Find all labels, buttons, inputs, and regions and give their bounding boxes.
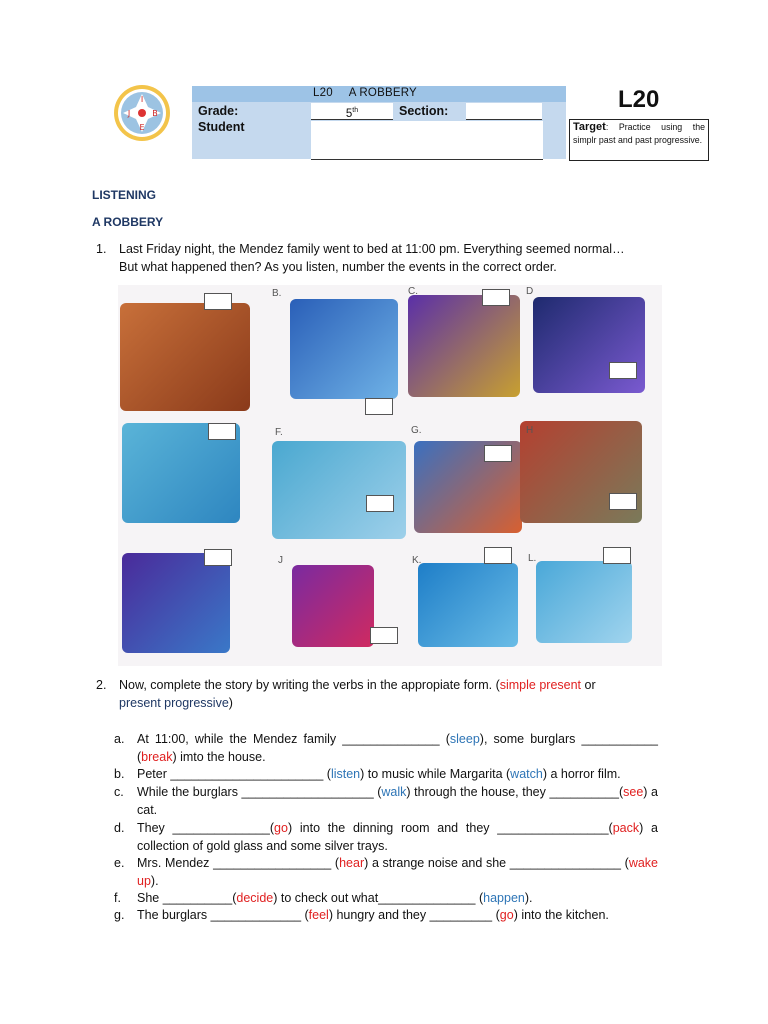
item-text: While the burglars ___________________ ( [137, 785, 382, 799]
grade-suffix: th [352, 107, 359, 114]
item-text: They ______________( [137, 821, 275, 835]
item-text: ) a collection of gold glass and some silver trays. [137, 821, 658, 853]
grade-field[interactable] [311, 103, 393, 120]
picture-panel [418, 563, 518, 647]
picture-panel [120, 303, 250, 411]
tense-option-2: present progressive [119, 695, 229, 710]
logo-letter: B [152, 109, 158, 118]
item-text: ) a strange noise and she ________________ ( [364, 856, 629, 870]
item-text: ) imto the house. [172, 749, 266, 764]
order-box[interactable] [204, 549, 232, 566]
picture-panel [290, 299, 398, 399]
item-text: At 11:00, while the Mendez family ______________ ( [137, 732, 450, 746]
verb-sleep: sleep [449, 732, 480, 746]
item-key: d. [114, 821, 125, 835]
verb-go: go [274, 821, 288, 835]
order-box[interactable] [482, 289, 510, 306]
item-key: c. [114, 785, 124, 799]
picture-panel [272, 441, 406, 539]
verb-feel: feel [308, 908, 329, 922]
order-box[interactable] [365, 398, 393, 415]
question-2-text [119, 677, 659, 712]
item-text: ). [150, 873, 159, 888]
item-text: ), some burglars ___________ ( [137, 732, 658, 764]
tense-option-1: simple present [499, 678, 582, 692]
order-box[interactable] [208, 423, 236, 440]
exercise-item-b[interactable] [114, 766, 658, 784]
order-box[interactable] [366, 495, 394, 512]
item-text: Mrs. Mendez _________________ ( [137, 856, 340, 870]
verb-go: go [499, 908, 514, 922]
section-label: Section: [399, 104, 449, 118]
item-key: a. [114, 732, 125, 746]
picture-label: K. [412, 555, 422, 566]
exercise-item-a[interactable] [114, 731, 658, 766]
student-field[interactable] [311, 121, 543, 160]
item-text: She __________( [137, 891, 237, 905]
item-text: ) a cat. [137, 785, 658, 817]
picture-label: B. [272, 288, 282, 299]
picture-label: H [526, 425, 534, 436]
exercise-item-d[interactable] [114, 820, 658, 855]
exercise-item-g[interactable] [114, 907, 658, 925]
question-2-instruction: Now, complete the story by writing the verbs in the appropiate form. ( [119, 678, 500, 692]
school-logo [113, 84, 171, 142]
verb-decide: decide [236, 891, 274, 905]
order-box[interactable] [484, 445, 512, 462]
header-title [313, 87, 433, 99]
story-pictures [118, 285, 662, 666]
target-text: : Practice using the simplr past and past progressive. [573, 122, 705, 145]
order-box[interactable] [484, 547, 512, 564]
item-key: f. [114, 891, 121, 905]
section-heading: LISTENING [92, 188, 157, 202]
item-text: The burglars _____________ ( [137, 908, 309, 922]
logo-letter: J [127, 109, 131, 118]
picture-panel [408, 295, 520, 397]
picture-panel [122, 553, 230, 653]
exercise-item-e[interactable] [114, 855, 658, 890]
item-text: ) a horror film. [542, 767, 621, 781]
verb-listen: listen [330, 767, 361, 781]
sub-heading: A ROBBERY [92, 215, 164, 229]
item-text: ) into the dinning room and they ________________( [287, 821, 613, 835]
question-2-or: or [581, 678, 596, 692]
item-key: b. [114, 767, 125, 781]
item-text: ) to music while Margarita ( [360, 767, 511, 781]
picture-label: L. [528, 553, 537, 564]
question-2-number: 2. [96, 678, 107, 692]
question-1-line2: But what happened then? As you listen, number the events in the correct order. [119, 259, 557, 274]
picture-label: C. [408, 286, 418, 297]
picture-label: F. [275, 427, 283, 438]
item-key: e. [114, 856, 125, 870]
verb-pack: pack [612, 821, 640, 835]
item-text: ) through the house, they __________( [406, 785, 624, 799]
grade-label: Grade: [198, 104, 239, 118]
item-text: ). [524, 891, 533, 905]
lesson-code: L20 [313, 87, 333, 99]
logo-letter: I [140, 95, 144, 104]
item-text: ) hungry and they _________ ( [328, 908, 500, 922]
item-text: ) to check out what______________ ( [273, 891, 484, 905]
target-label: Target [573, 121, 606, 133]
lesson-title: A ROBBERY [348, 87, 417, 99]
picture-label: G. [411, 425, 422, 436]
exercise-item-f[interactable] [114, 890, 658, 908]
question-1-line1: Last Friday night, the Mendez family went to bed at 11:00 pm. Everything seemed normal… [119, 242, 625, 256]
order-box[interactable] [370, 627, 398, 644]
item-key: g. [114, 908, 125, 922]
exercise-item-c[interactable] [114, 784, 658, 819]
section-field[interactable] [466, 103, 542, 120]
picture-panel [536, 561, 632, 643]
verb-wake-up: wake up [137, 856, 658, 888]
order-box[interactable] [603, 547, 631, 564]
question-1-text [119, 241, 664, 276]
picture-panel [292, 565, 374, 647]
verb-happen: happen [483, 891, 525, 905]
verb-watch: watch [510, 767, 543, 781]
student-label: Student [198, 120, 245, 134]
picture-label: J [278, 555, 283, 566]
order-box[interactable] [609, 362, 637, 379]
lesson-badge: L20 [618, 86, 660, 113]
question-1-number: 1. [96, 242, 107, 256]
target-box [569, 119, 709, 161]
verb-see: see [623, 785, 644, 799]
picture-label: D [526, 286, 534, 297]
logo-letter: E [139, 123, 145, 132]
order-box[interactable] [609, 493, 637, 510]
grade-value: 5 [345, 107, 353, 120]
item-text: Peter ______________________ ( [137, 767, 331, 781]
verb-break: break [141, 749, 173, 764]
question-2-close: ) [228, 695, 233, 710]
item-text: ) into the kitchen. [513, 908, 609, 922]
order-box[interactable] [204, 293, 232, 310]
verb-hear: hear [339, 856, 365, 870]
verb-walk: walk [381, 785, 407, 799]
